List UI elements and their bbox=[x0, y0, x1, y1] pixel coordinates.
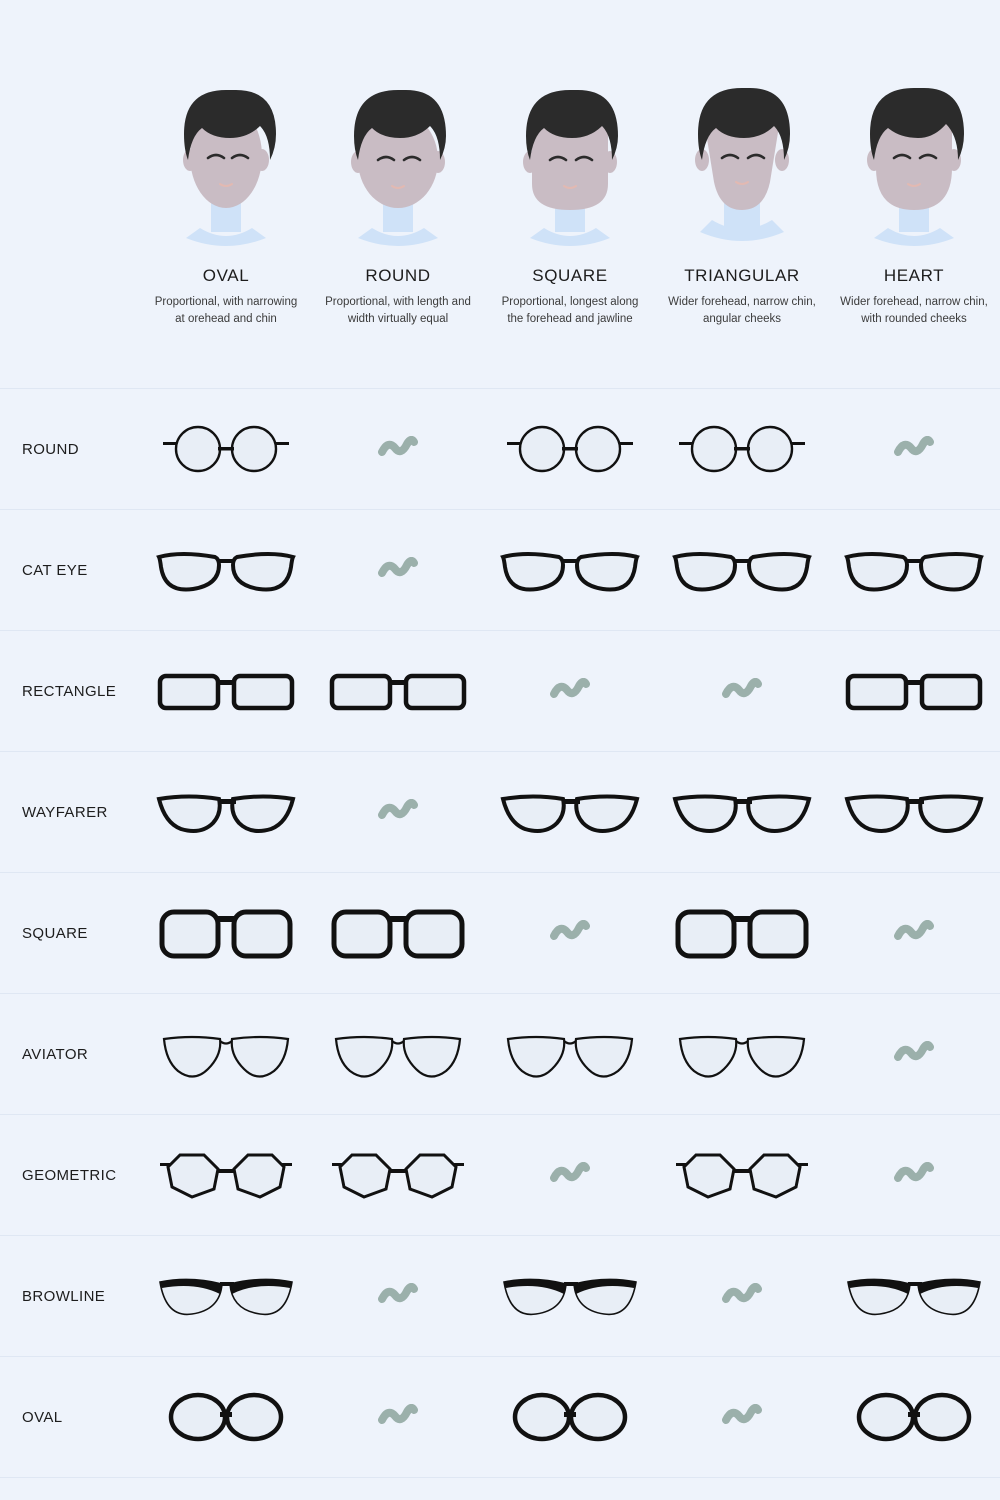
glasses-aviator-icon bbox=[676, 1027, 808, 1081]
cell-oval-square bbox=[484, 1357, 656, 1477]
glasses-browline-icon bbox=[844, 1274, 984, 1318]
face-type-description: Proportional, with length and width virtually equal bbox=[325, 296, 471, 325]
cell-rectangle-round bbox=[312, 631, 484, 751]
face-oval-icon bbox=[156, 60, 296, 250]
cell-square-oval bbox=[140, 873, 312, 993]
cell-round-heart bbox=[828, 389, 1000, 509]
glasses-square-icon bbox=[158, 904, 294, 962]
glasses-geometric-icon bbox=[160, 1147, 292, 1203]
frame-row-cells bbox=[140, 510, 1000, 630]
glasses-cat-eye-icon bbox=[153, 543, 299, 597]
face-heart-icon bbox=[844, 60, 984, 250]
glasses-round-icon bbox=[505, 421, 635, 477]
frame-row-label: CAT EYE bbox=[22, 561, 88, 579]
cell-wayfarer-round bbox=[312, 752, 484, 872]
frame-row-round bbox=[0, 388, 1000, 509]
no-match-squiggle-icon bbox=[378, 1404, 418, 1430]
cell-geometric-round bbox=[312, 1115, 484, 1235]
glasses-oval-icon bbox=[167, 1390, 285, 1444]
glasses-oval-icon bbox=[511, 1390, 629, 1444]
frame-row-label: AVIATOR bbox=[22, 1045, 89, 1063]
cell-cateye-round bbox=[312, 510, 484, 630]
frame-row-cells bbox=[140, 389, 1000, 509]
cell-wayfarer-square bbox=[484, 752, 656, 872]
cell-cateye-oval bbox=[140, 510, 312, 630]
cell-aviator-square bbox=[484, 994, 656, 1114]
no-match-squiggle-icon bbox=[378, 799, 418, 825]
glasses-wayfarer-icon bbox=[844, 787, 984, 837]
face-type-oval bbox=[140, 60, 312, 327]
no-match-squiggle-icon bbox=[894, 1162, 934, 1188]
glasses-cat-eye-icon bbox=[497, 543, 643, 597]
cell-browline-heart bbox=[828, 1236, 1000, 1356]
no-match-squiggle-icon bbox=[550, 1162, 590, 1188]
frame-row-label: GEOMETRIC bbox=[22, 1166, 117, 1184]
frame-row-cells bbox=[140, 873, 1000, 993]
cell-oval-oval bbox=[140, 1357, 312, 1477]
cell-aviator-round bbox=[312, 994, 484, 1114]
no-match-squiggle-icon bbox=[378, 436, 418, 462]
face-type-description: Proportional, with narrowing at orehead and chin bbox=[154, 296, 298, 325]
frame-row-aviator bbox=[0, 993, 1000, 1114]
no-match-squiggle-icon bbox=[722, 678, 762, 704]
no-match-squiggle-icon bbox=[378, 1283, 418, 1309]
cell-oval-round bbox=[312, 1357, 484, 1477]
cell-geometric-square bbox=[484, 1115, 656, 1235]
face-type-name: TRIANGULAR bbox=[684, 266, 800, 285]
frame-row-label: ROUND bbox=[22, 440, 79, 458]
frame-row-label: RECTANGLE bbox=[22, 682, 117, 700]
no-match-squiggle-icon bbox=[894, 920, 934, 946]
face-triangular-icon bbox=[672, 60, 812, 250]
cell-wayfarer-triangular bbox=[656, 752, 828, 872]
glasses-round-icon bbox=[161, 421, 291, 477]
glasses-aviator-icon bbox=[160, 1027, 292, 1081]
cell-cateye-square bbox=[484, 510, 656, 630]
face-type-triangular bbox=[656, 60, 828, 327]
frame-row-square bbox=[0, 872, 1000, 993]
no-match-squiggle-icon bbox=[894, 1041, 934, 1067]
frame-row-cat-eye bbox=[0, 509, 1000, 630]
face-type-square bbox=[484, 60, 656, 327]
cell-geometric-oval bbox=[140, 1115, 312, 1235]
frame-row-label: OVAL bbox=[22, 1408, 63, 1426]
cell-rectangle-triangular bbox=[656, 631, 828, 751]
glasses-cat-eye-icon bbox=[669, 543, 815, 597]
glasses-square-icon bbox=[330, 904, 466, 962]
cell-aviator-oval bbox=[140, 994, 312, 1114]
cell-square-square bbox=[484, 873, 656, 993]
cell-round-triangular bbox=[656, 389, 828, 509]
face-square-icon bbox=[500, 60, 640, 250]
frame-match-grid bbox=[0, 388, 1000, 1478]
glasses-square-icon bbox=[674, 904, 810, 962]
cell-geometric-triangular bbox=[656, 1115, 828, 1235]
glasses-browline-icon bbox=[500, 1274, 640, 1318]
face-type-name: OVAL bbox=[202, 266, 250, 285]
glasses-cat-eye-icon bbox=[841, 543, 987, 597]
cell-browline-triangular bbox=[656, 1236, 828, 1356]
face-type-round bbox=[312, 60, 484, 327]
no-match-squiggle-icon bbox=[722, 1404, 762, 1430]
no-match-squiggle-icon bbox=[550, 920, 590, 946]
glasses-rectangle-icon bbox=[156, 666, 296, 716]
frame-row-cells bbox=[140, 1357, 1000, 1477]
glasses-aviator-icon bbox=[332, 1027, 464, 1081]
cell-round-square bbox=[484, 389, 656, 509]
no-match-squiggle-icon bbox=[894, 436, 934, 462]
no-match-squiggle-icon bbox=[550, 678, 590, 704]
cell-cateye-triangular bbox=[656, 510, 828, 630]
cell-wayfarer-heart bbox=[828, 752, 1000, 872]
glasses-geometric-icon bbox=[676, 1147, 808, 1203]
face-type-name: SQUARE bbox=[532, 266, 608, 285]
face-type-name: HEART bbox=[883, 266, 945, 285]
cell-cateye-heart bbox=[828, 510, 1000, 630]
face-type-description: Wider forehead, narrow chin, angular cheeks bbox=[668, 296, 816, 325]
glasses-round-icon bbox=[677, 421, 807, 477]
frame-row-cells bbox=[140, 994, 1000, 1114]
cell-oval-heart bbox=[828, 1357, 1000, 1477]
cell-rectangle-heart bbox=[828, 631, 1000, 751]
cell-browline-square bbox=[484, 1236, 656, 1356]
cell-square-triangular bbox=[656, 873, 828, 993]
frame-row-label: BROWLINE bbox=[22, 1287, 106, 1305]
face-type-heart bbox=[828, 60, 1000, 327]
frame-row-rectangle bbox=[0, 630, 1000, 751]
frame-row-cells bbox=[140, 631, 1000, 751]
cell-round-oval bbox=[140, 389, 312, 509]
glasses-browline-icon bbox=[156, 1274, 296, 1318]
frame-row-cells bbox=[140, 1115, 1000, 1235]
face-types-header bbox=[140, 60, 1000, 327]
cell-round-round bbox=[312, 389, 484, 509]
frame-row-label: SQUARE bbox=[22, 924, 88, 942]
face-type-description: Proportional, longest along the forehead and jawline bbox=[501, 296, 639, 325]
glasses-wayfarer-icon bbox=[672, 787, 812, 837]
glasses-geometric-icon bbox=[332, 1147, 464, 1203]
glasses-rectangle-icon bbox=[328, 666, 468, 716]
frame-row-oval bbox=[0, 1356, 1000, 1478]
no-match-squiggle-icon bbox=[722, 1283, 762, 1309]
glasses-rectangle-icon bbox=[844, 666, 984, 716]
face-round-icon bbox=[328, 60, 468, 250]
cell-browline-oval bbox=[140, 1236, 312, 1356]
frame-row-cells bbox=[140, 1236, 1000, 1356]
cell-wayfarer-oval bbox=[140, 752, 312, 872]
face-type-description: Wider forehead, narrow chin, with rounded cheeks bbox=[840, 296, 988, 325]
cell-aviator-heart bbox=[828, 994, 1000, 1114]
frame-row-geometric bbox=[0, 1114, 1000, 1235]
frame-row-cells bbox=[140, 752, 1000, 872]
cell-geometric-heart bbox=[828, 1115, 1000, 1235]
frame-row-browline bbox=[0, 1235, 1000, 1356]
frame-row-label: WAYFARER bbox=[22, 803, 108, 821]
glasses-wayfarer-icon bbox=[156, 787, 296, 837]
glasses-aviator-icon bbox=[504, 1027, 636, 1081]
cell-rectangle-oval bbox=[140, 631, 312, 751]
cell-square-round bbox=[312, 873, 484, 993]
frame-row-wayfarer bbox=[0, 751, 1000, 872]
cell-square-heart bbox=[828, 873, 1000, 993]
cell-aviator-triangular bbox=[656, 994, 828, 1114]
no-match-squiggle-icon bbox=[378, 557, 418, 583]
cell-browline-round bbox=[312, 1236, 484, 1356]
cell-oval-triangular bbox=[656, 1357, 828, 1477]
cell-rectangle-square bbox=[484, 631, 656, 751]
glasses-wayfarer-icon bbox=[500, 787, 640, 837]
face-type-name: ROUND bbox=[365, 266, 431, 285]
glasses-oval-icon bbox=[855, 1390, 973, 1444]
